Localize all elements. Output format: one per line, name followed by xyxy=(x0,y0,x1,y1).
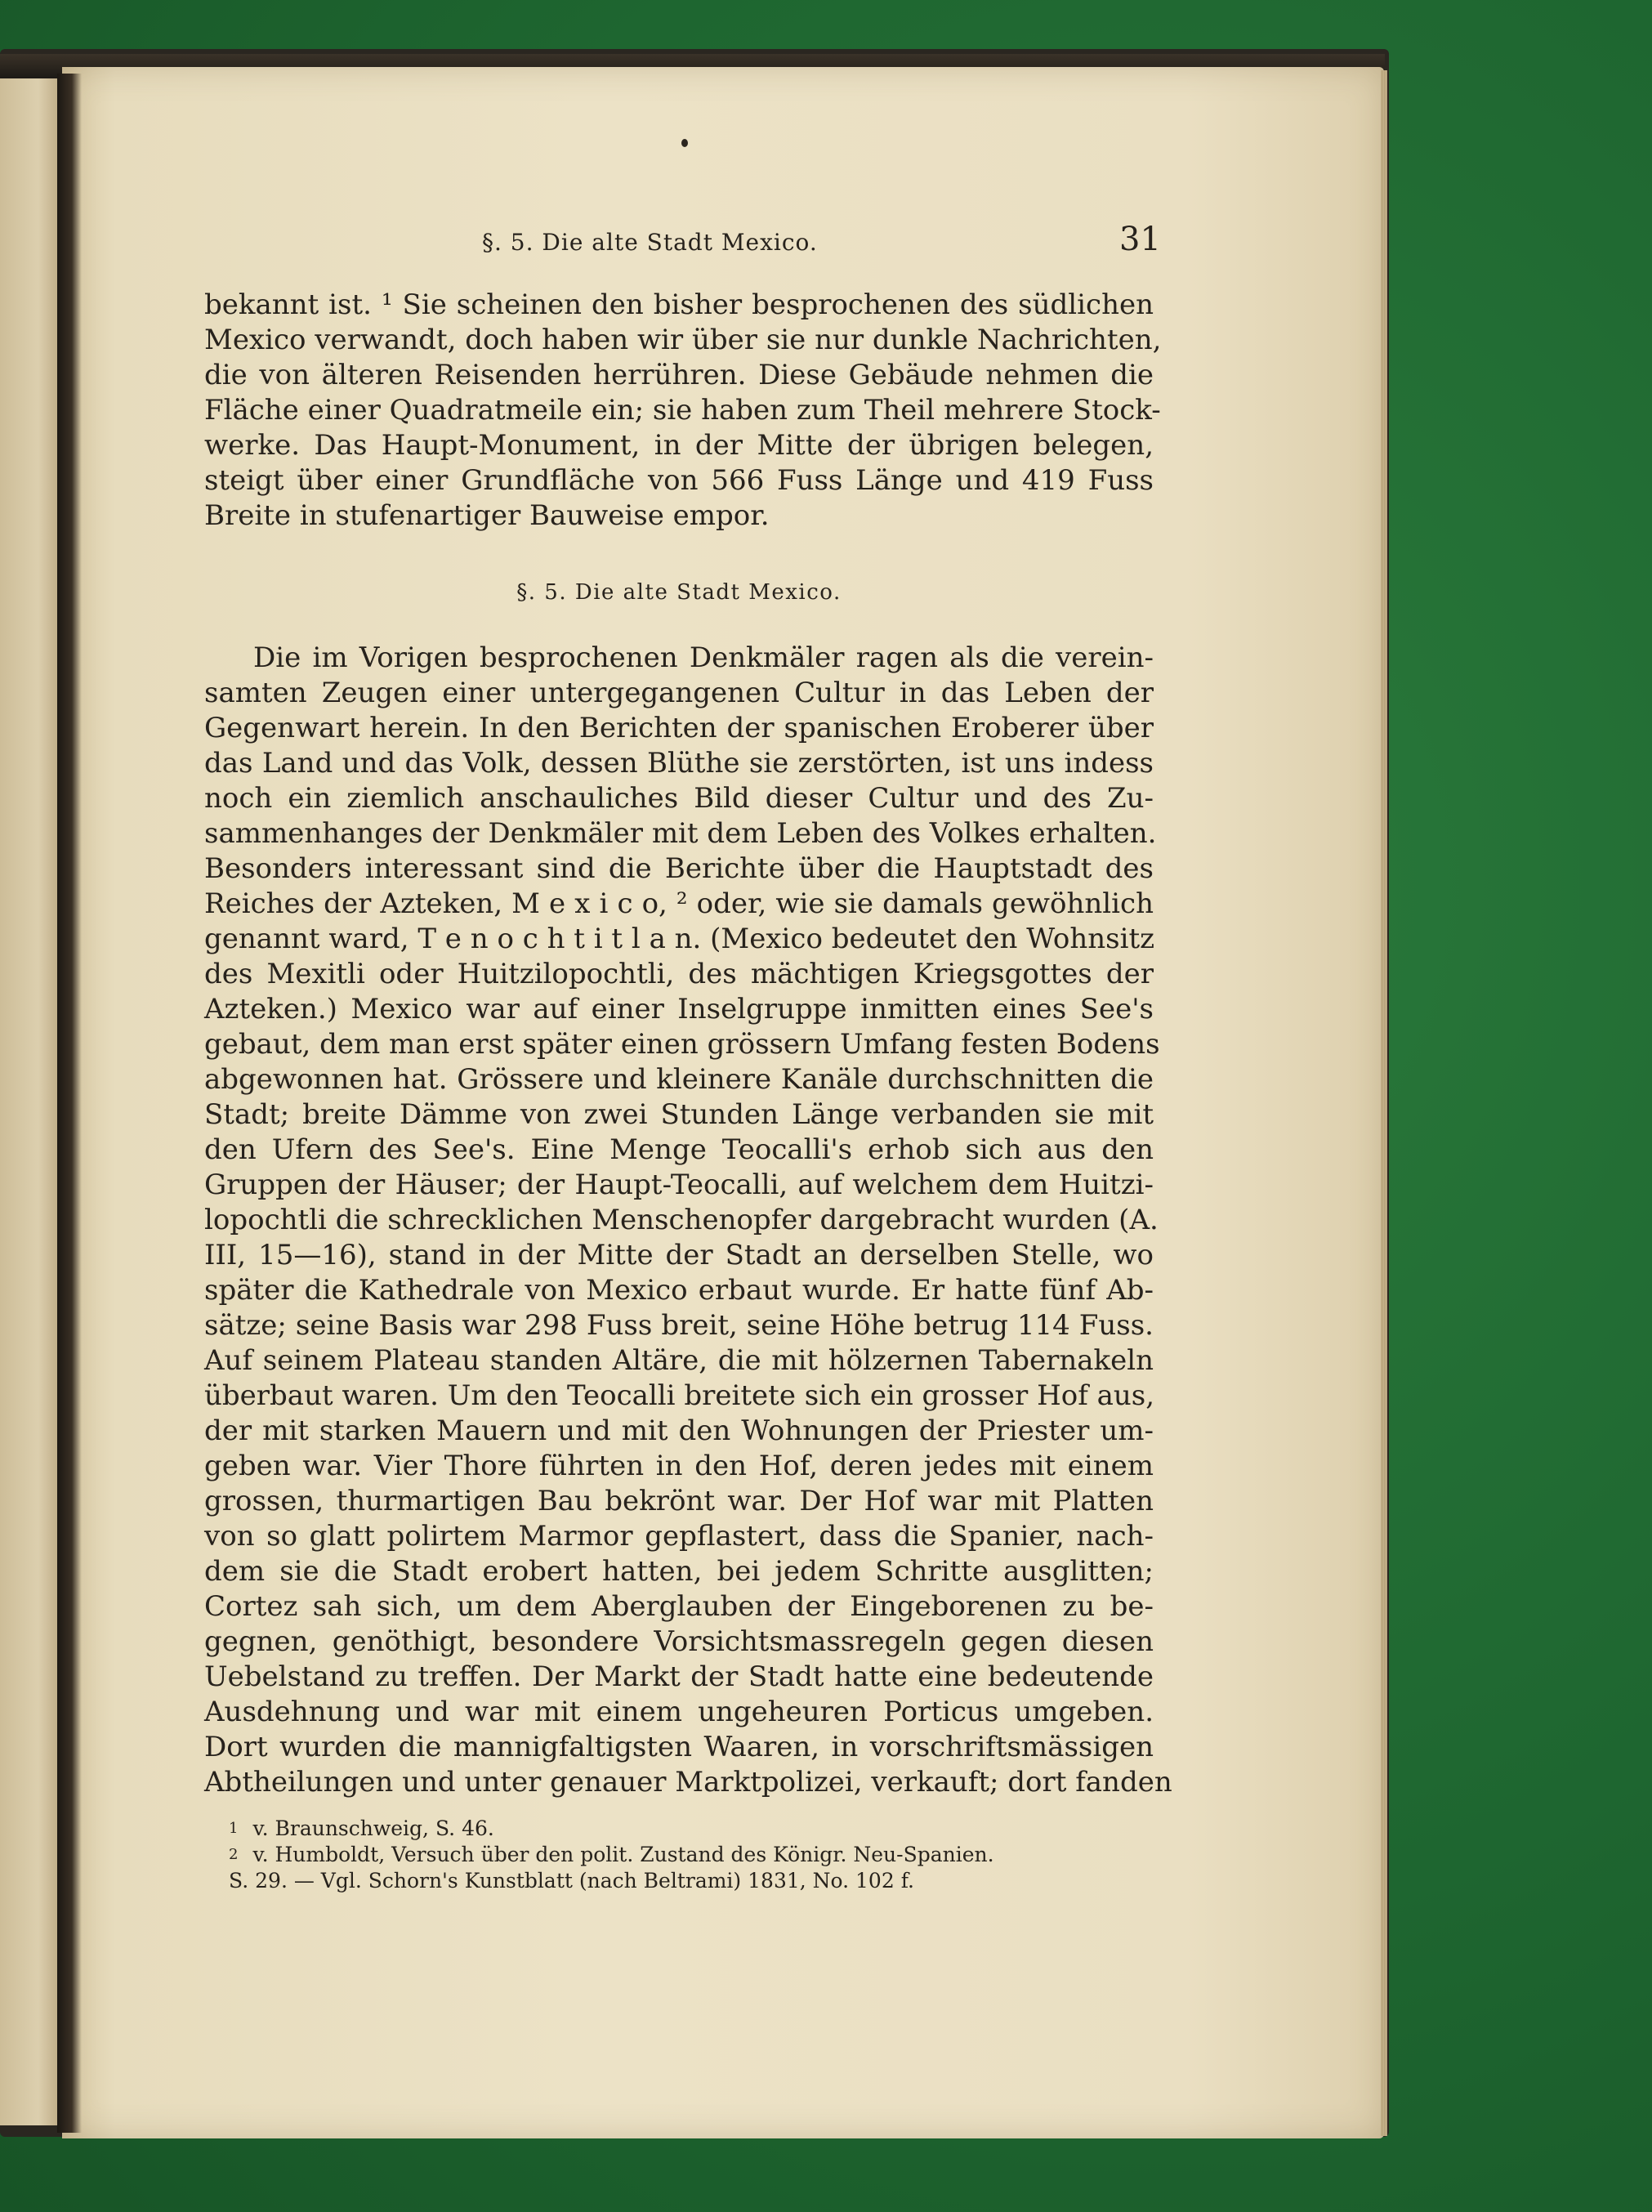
running-title: §. 5. Die alte Stadt Mexico. xyxy=(482,229,818,256)
text-line: genannt ward, T e n o c h t i t l a n. (Mexico bedeutet den Wohnsitz xyxy=(204,923,1155,955)
text-line: steigt über einer Grundfläche von 566 Fuss Länge und 419 Fuss xyxy=(204,464,1154,497)
text-line: Stadt; breite Dämme von zwei Stunden Länge verbanden sie mit xyxy=(204,1098,1154,1131)
text-line: dem sie die Stadt erobert hatten, bei jedem Schritte ausglitten; xyxy=(204,1555,1154,1588)
paragraph-1 xyxy=(204,288,1162,534)
section-heading: §. 5. Die alte Stadt Mexico. xyxy=(516,580,842,605)
text-line: III, 15—16), stand in der Mitte der Stadt an derselben Stelle, wo xyxy=(204,1239,1154,1271)
text-line: bekannt ist. ¹ Sie scheinen den bisher besprochenen des südlichen xyxy=(204,288,1154,321)
book-gutter-shadow xyxy=(57,74,82,2133)
footnote-2-continued: S. 29. — Vgl. Schorn's Kunstblatt (nach Beltrami) 1831, No. 102 f. xyxy=(229,1869,915,1892)
text-line: die von älteren Reisenden herrühren. Diese Gebäude nehmen die xyxy=(204,359,1154,391)
text-line: sammenhanges der Denkmäler mit dem Leben des Volkes erhalten. xyxy=(204,817,1157,850)
paragraph-2 xyxy=(204,641,1172,1800)
text-line: Cortez sah sich, um dem Aberglauben der Eingeborenen zu be- xyxy=(204,1590,1154,1623)
text-line: überbaut waren. Um den Teocalli breitete sich ein grosser Hof aus, xyxy=(204,1379,1155,1412)
text-line: von so glatt polirtem Marmor gepflastert, dass die Spanier, nach- xyxy=(204,1520,1154,1553)
text-line: lopochtli die schrecklichen Menschenopfer dargebracht wurden (A. xyxy=(204,1204,1159,1236)
footnotes xyxy=(204,1816,1154,1894)
text-line: Ausdehnung und war mit einem ungeheuren Porticus umgeben. xyxy=(204,1696,1154,1728)
text-line: das Land und das Volk, dessen Blüthe sie zerstörten, ist uns indess xyxy=(204,747,1154,780)
footnote-text: v. Braunschweig, S. 46. xyxy=(252,1817,494,1840)
text-line: Fläche einer Quadratmeile ein; sie haben zum Theil mehrere Stock- xyxy=(204,394,1161,427)
text-line: Auf seinem Plateau standen Altäre, die mit hölzernen Tabernakeln xyxy=(204,1344,1154,1377)
footnote-2 xyxy=(204,1842,1154,1868)
text-line: gebaut, dem man erst später einen grössern Umfang festen Bodens xyxy=(204,1028,1160,1061)
footnote-text: v. Humboldt, Versuch über den polit. Zustand des Königr. Neu-Spanien. xyxy=(252,1843,994,1866)
running-head xyxy=(204,221,1160,270)
text-line: Dort wurden die mannigfaltigsten Waaren, in vorschriftsmässigen xyxy=(204,1731,1154,1763)
ink-dot xyxy=(681,139,688,147)
text-line: gegnen, genöthigt, besondere Vorsichtsmassregeln gegen diesen xyxy=(204,1625,1154,1658)
text-line: der mit starken Mauern und mit den Wohnungen der Priester um- xyxy=(204,1414,1154,1447)
text-line: Die im Vorigen besprochenen Denkmäler ragen als die verein- xyxy=(253,641,1154,674)
text-line: Mexico verwandt, doch haben wir über sie nur dunkle Nachrichten, xyxy=(204,324,1162,356)
text-line: Besonders interessant sind die Berichte über die Hauptstadt des xyxy=(204,852,1154,885)
text-line: Reiches der Azteken, M e x i c o, ² oder, wie sie damals gewöhnlich xyxy=(204,887,1154,920)
text-line: geben war. Vier Thore führten in den Hof, deren jedes mit einem xyxy=(204,1450,1154,1482)
footnote-mark: 1 xyxy=(229,1820,239,1837)
text-line: Gruppen der Häuser; der Haupt-Teocalli, auf welchem dem Huitzi- xyxy=(204,1169,1154,1201)
text-line: des Mexitli oder Huitzilopochtli, des mächtigen Kriegsgottes der xyxy=(204,958,1154,990)
text-line: abgewonnen hat. Grössere und kleinere Kanäle durchschnitten die xyxy=(204,1063,1154,1096)
text-line: samten Zeugen einer untergegangenen Cultur in das Leben der xyxy=(204,677,1154,709)
text-line: Breite in stufenartiger Bauweise empor. xyxy=(204,499,770,532)
text-line: Gegenwart herein. In den Berichten der spanischen Eroberer über xyxy=(204,712,1154,744)
text-line: Azteken.) Mexico war auf einer Inselgruppe inmitten eines See's xyxy=(204,993,1154,1026)
text-line: Uebelstand zu treffen. Der Markt der Stadt hatte eine bedeutende xyxy=(204,1660,1154,1693)
footnote-1 xyxy=(204,1816,1154,1842)
text-line: noch ein ziemlich anschauliches Bild dieser Cultur und des Zu- xyxy=(204,782,1154,815)
text-line: sätze; seine Basis war 298 Fuss breit, seine Höhe betrug 114 Fuss. xyxy=(204,1309,1154,1342)
text-line: später die Kathedrale von Mexico erbaut wurde. Er hatte fünf Ab- xyxy=(204,1274,1154,1307)
text-line: grossen, thurmartigen Bau bekrönt war. Der Hof war mit Platten xyxy=(204,1485,1154,1517)
text-line: den Ufern des See's. Eine Menge Teocalli's erhob sich aus den xyxy=(204,1133,1154,1166)
footnote-mark: 2 xyxy=(229,1846,239,1863)
page-stack-edges xyxy=(1381,70,1387,2136)
page-number: 31 xyxy=(1119,221,1161,258)
text-line: werke. Das Haupt-Monument, in der Mitte der übrigen belegen, xyxy=(204,429,1154,462)
text-line: Abtheilungen und unter genauer Marktpolizei, verkauft; dort fanden xyxy=(204,1766,1172,1799)
